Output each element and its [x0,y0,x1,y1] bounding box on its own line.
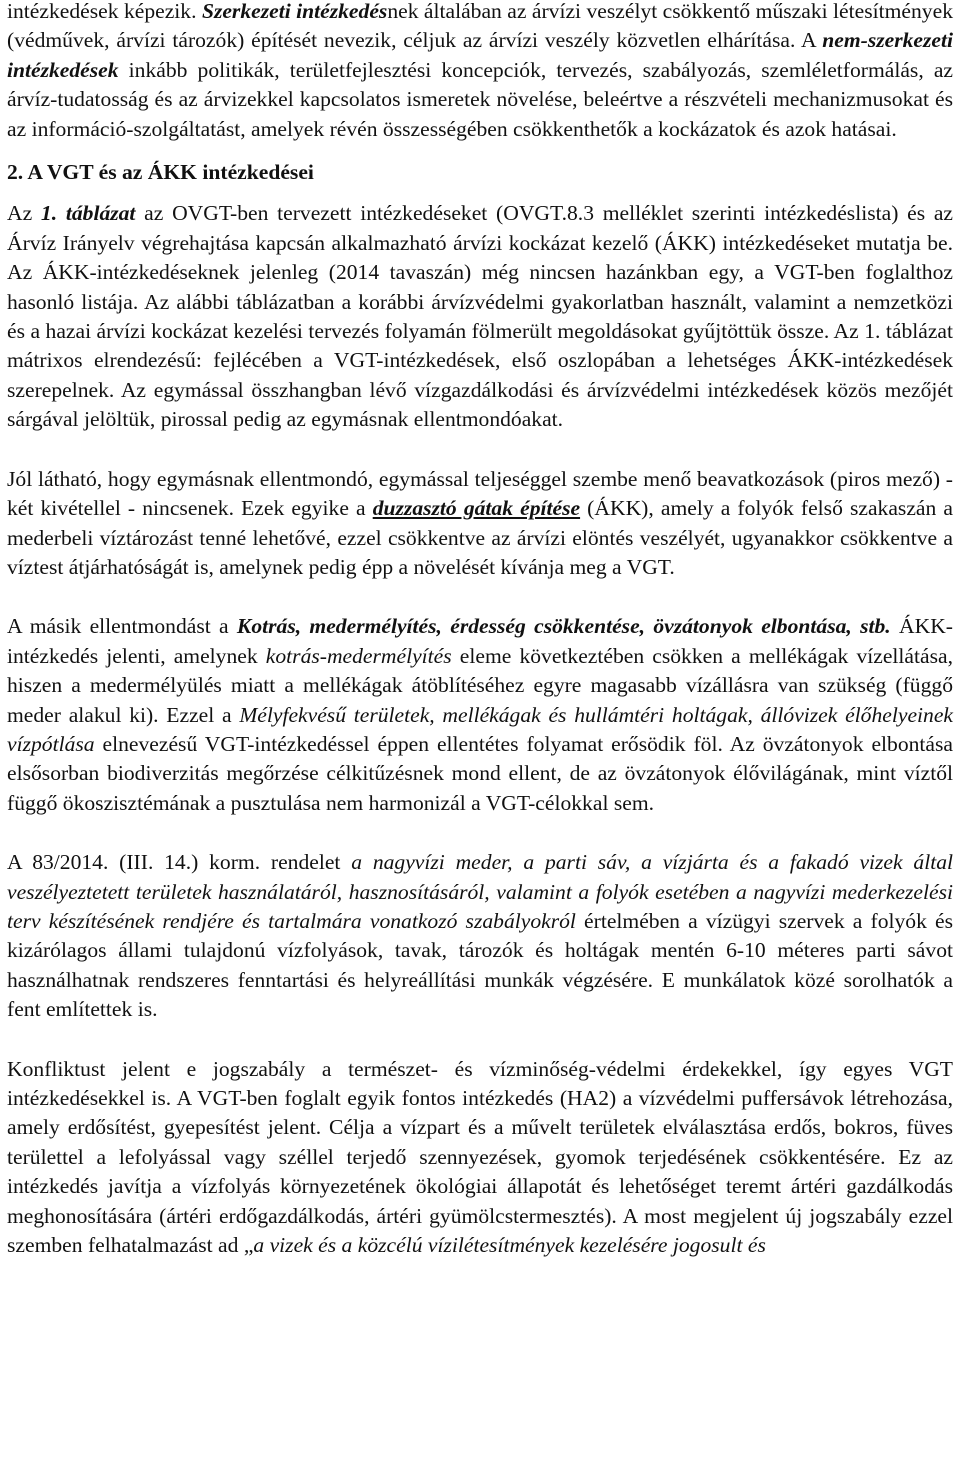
emphasized-text: a vizek és a közcélú vízilétesítmények kezelésére jogosult és [253,1233,766,1258]
paragraph-table-description [7,199,953,434]
text-run: az OVGT-ben tervezett intézkedéseket (OVGT.8.3 melléklet szerinti intézkedéslista) és az Árvíz Irányelv végrehajtása kapcsán alkalmazható árvízi kockázat kezelő (ÁKK) intézkedéseket mutatja be. Az ÁKK-intézkedéseknek jelenleg (2014 tavaszán) még nincsen hazánkban egy, a VGT-ben foglalthoz hasonló listája. Az alábbi táblázatban a korábbi árvízvédelmi gyakorlatban használt, valamint a nemzetközi és a hazai árvízi kockázat kezelési tervezés folyamán fölmerült megoldásokat gyűjtöttük össze. Az 1. táblázat mátrixos elrendezésű: fejlécében a VGT-intézkedések, első oszlopában a lehetséges ÁKK-intézkedések szerepelnek. Az egymással összhangban lévő vízgazdálkodási és árvízvédelmi intézkedések közös mezőjét sárgával jelöltük, pirossal pedig az egymásnak ellentmondóakat. [7,201,954,432]
text-run: (ÁKK), amely a folyók felső szakaszán a mederbeli víztározást tenné lehetővé, ezzel csökkentve az árvízi elöntés veszélyét, ugyanakkor csökkentve a víztest átjárhatóságát is, amelynek pedig épp a növelését kívánja meg a VGT. [7,496,953,579]
text-run: értelmében a vízügyi szervek a folyók és kizárólagos állami tulajdonú vízfolyások, tavak, tározók és holtágak mentén 6-10 méteres parti sávot használhatnak rendszeres fenntartási és helyreállítási munkák végzésére. E munkálatok közé sorolhatók a fent említettek is. [7,908,953,1022]
text-run: A 83/2014. (III. 14.) korm. rendelet [7,850,352,875]
text-run: inkább politikák, területfejlesztési koncepciók, tervezés, szabályozás, szemléletformálás, az árvíz-tudatosság és az árvizekkel kapcsolatos ismeretek növelése, beleértve a részvételi mechanizmusokat és az információ-szolgáltatást, amelyek révén összességében csökkenthetők a kockázatok és azok hatásai. [7,57,953,141]
emphasized-text: 1. táblázat [40,201,136,226]
paragraph-government-decree [7,848,953,1024]
text-run: 2. A VGT és az ÁKK intézkedései [7,160,314,185]
text-run: elnevezésű VGT-intézkedéssel éppen ellentétes folyamat erősödik föl. Az övzátonyok elbontása elsősorban biodiverzitás megőrzése célkitűzésnek mond ellent, de az övzátonyok élővilágának, mint víztől függő ökoszisztémának a pusztulása nem harmonizál a VGT-célokkal sem. [7,731,953,815]
text-run: ÁKK-intézkedés jelenti, amelynek [7,614,953,668]
emphasized-text: nem-szerkezeti intézkedések [7,28,953,82]
text-run: intézkedések képezik. [7,0,202,23]
text-run: Az [7,201,41,226]
paragraph-flood-measures-intro [7,0,953,144]
emphasized-text: Mélyfekvésű területek, mellékágak és hullámtéri holtágak, állóvizek élőhelyeinek vízpótlása [7,702,953,756]
emphasized-text: Kotrás, medermélyítés, érdesség csökkentése, övzátonyok elbontása, stb. [236,614,891,639]
section-heading [7,158,953,187]
emphasized-text: kotrás-medermélyítés [265,643,452,668]
text-run: Konfliktust jelent e jogszabály a természet- és vízminőség-védelmi érdekekkel, így egyes VGT intézkedésekkel is. A VGT-ben foglalt egyik fontos intézkedés (HA2) a vízvédelmi puffersávok létrehozása, amely erdősítést, gyepesítést jelent. Célja a vízpart és a művelt területek elválasztása erdős, bokros, füves területtel a lefolyással vagy széllel terjedő szennyezések, gyomok terjedésének csökkentésére. Ez az intézkedés javítja a vízfolyás környezetének ökológiai állapotát és lehetőséget teremt ártéri gazdálkodás meghonosítására (ártéri erdőgazdálkodás, ártéri gyümölcstermesztés). A most megjelent új jogszabály ezzel szemben felhatalmazást ad „ [7,1056,953,1258]
text-run: Jól látható, hogy egymásnak ellentmondó, egymással teljeséggel szembe menő beavatkozások (piros mező) - két kivétellel - nincsenek. Ezek egyike a [7,466,953,521]
paragraph-contradictions [7,465,953,583]
emphasized-text: duzzasztó gátak építése [372,496,581,521]
text-run: nek általában az árvízi veszélyt csökkentő műszaki létesítmények (védművek, árvízi tározók) építését nevezik, céljuk az árvízi veszély közvetlen elhárítása. A [7,0,953,53]
text-run: eleme következtében csökken a mellékágak vízellátása, hiszen a medermélyülés miatt a mellékágak átöblítéséhez egyre magasabb vízállásra van szükség (függő meder alakul ki). Ezzel a [7,643,953,727]
paragraph-dredging [7,612,953,818]
paragraph-conflict-buffer-strips [7,1055,953,1261]
emphasized-text: Szerkezeti intézkedés [201,0,388,23]
text-run: A másik ellentmondást a [7,614,237,639]
emphasized-text: a nagyvízi meder, a parti sáv, a vízjárta és a fakadó vizek által veszélyeztetett területek használatáról, hasznosításáról, valamint a folyók esetében a nagyvízi mederkezelési terv készítésének rendjére és tartalmára vonatkozó szabályokról [7,850,953,933]
